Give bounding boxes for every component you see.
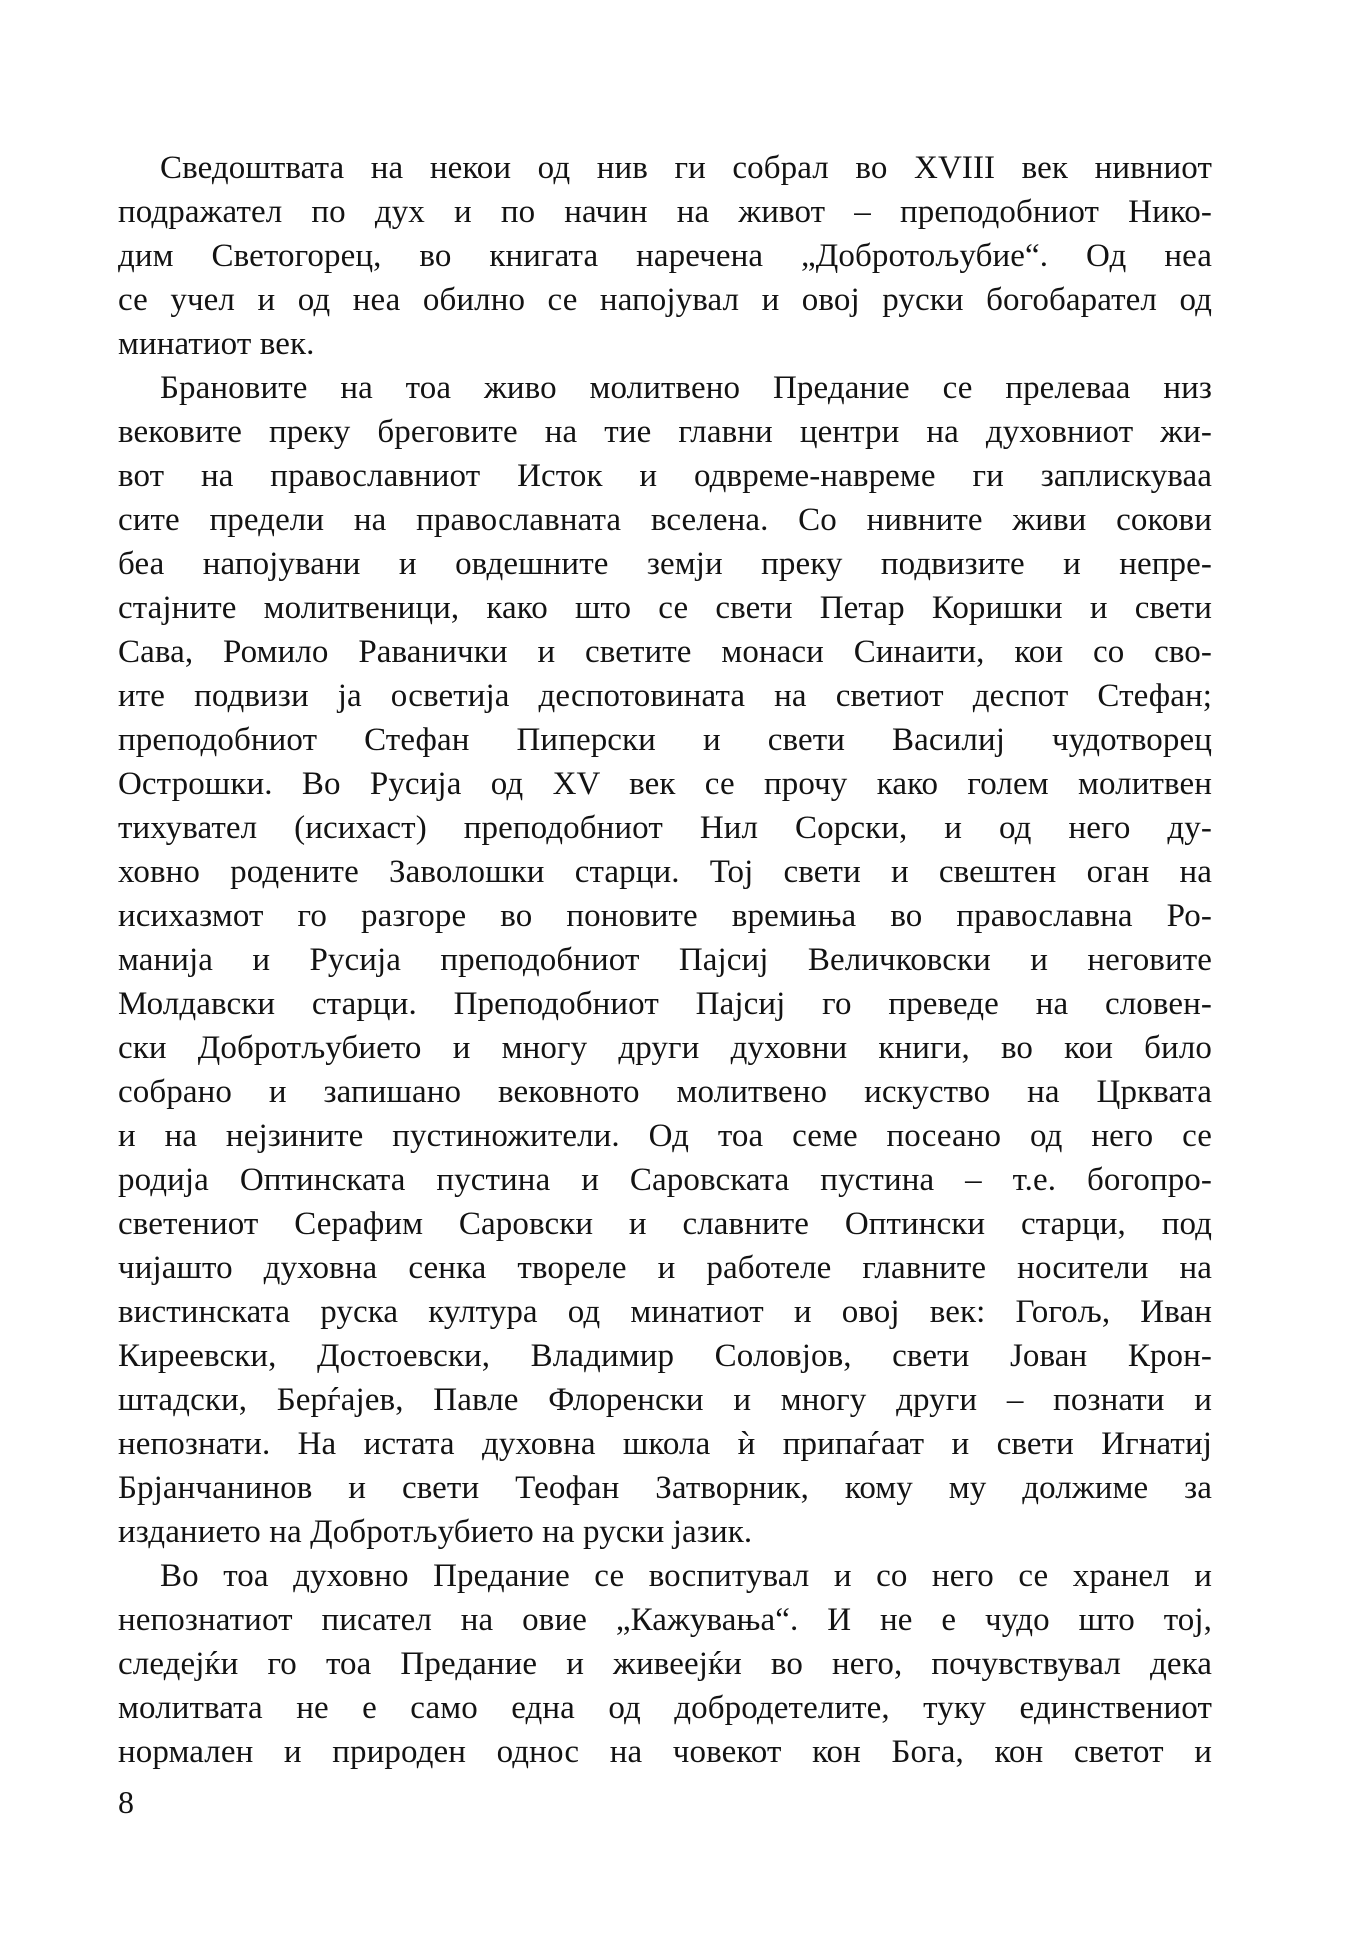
text-line: непознатиот писател на овие „Кажувања“. И не е чудо што тој, bbox=[118, 1602, 1212, 1638]
text-line: минатиот век. bbox=[118, 326, 315, 362]
text-line: Во тоа духовно Предание се воспитувал и со него се хранел и bbox=[160, 1558, 1212, 1594]
text-line: чијашто духовна сенка твореле и работеле главните носители на bbox=[118, 1250, 1212, 1286]
text-line: преподобниот Стефан Пиперски и свети Василиј чудотворец bbox=[118, 722, 1212, 758]
text-line: ски Добротљубието и многу други духовни книги, во кои било bbox=[118, 1030, 1212, 1066]
text-line: вековите преку бреговите на тие главни центри на духовниот жи- bbox=[118, 414, 1212, 450]
text-line: Брјанчанинов и свети Теофан Затворник, кому му должиме за bbox=[118, 1470, 1212, 1506]
text-line: нормален и природен однос на човекот кон Бога, кон светот и bbox=[118, 1734, 1212, 1770]
paragraph bbox=[118, 366, 1212, 1554]
text-line: исихазмот го разгоре во поновите времиња во православна Ро- bbox=[118, 898, 1212, 934]
text-line: штадски, Берѓајев, Павле Флоренски и многу други – познати и bbox=[118, 1382, 1212, 1418]
text-line: тихувател (исихаст) преподобниот Нил Сорски, и од него ду- bbox=[118, 810, 1212, 846]
text-line: светениот Серафим Саровски и славните Оптински старци, под bbox=[118, 1206, 1212, 1242]
text-line: Острошки. Во Русија од XV век се прочу како голем молитвен bbox=[118, 766, 1212, 802]
text-line: родија Оптинската пустина и Саровската пустина – т.е. богопро- bbox=[118, 1162, 1212, 1198]
text-line: вистинската руска култура од минатиот и овој век: Гогољ, Иван bbox=[118, 1294, 1212, 1330]
text-line: вот на православниот Исток и одвреме-навреме ги заплискуваа bbox=[118, 458, 1212, 494]
paragraph bbox=[118, 146, 1212, 366]
page-number: 8 bbox=[118, 1784, 134, 1820]
text-line: Сава, Ромило Раванички и светите монаси Синаити, кои со сво- bbox=[118, 634, 1212, 670]
text-line: беа напојувани и овдешните земји преку подвизите и непре- bbox=[118, 546, 1212, 582]
text-line: стајните молитвеници, како што се свети Петар Коришки и свети bbox=[118, 590, 1212, 626]
text-line: непознати. На истата духовна школа ѝ припаѓаат и свети Игнатиј bbox=[118, 1426, 1212, 1462]
text-line: манија и Русија преподобниот Пајсиј Величковски и неговите bbox=[118, 942, 1212, 978]
text-line: и на нејзините пустиножители. Од тоа семе посеано од него се bbox=[118, 1118, 1212, 1154]
text-line: Молдавски старци. Преподобниот Пајсиј го преведе на словен- bbox=[118, 986, 1212, 1022]
text-line: Киреевски, Достоевски, Владимир Соловјов, свети Јован Крон- bbox=[118, 1338, 1212, 1374]
text-line: сите предели на православната вселена. Со нивните живи сокови bbox=[118, 502, 1212, 538]
text-line: изданието на Добротљубието на руски јазик. bbox=[118, 1514, 753, 1550]
text-line: дим Светогорец, во книгата наречена „Добротољубие“. Од неа bbox=[118, 238, 1212, 274]
text-line: подражател по дух и по начин на живот – преподобниот Нико- bbox=[118, 194, 1212, 230]
text-line: молитвата не е само една од добродетелите, туку единствениот bbox=[118, 1690, 1212, 1726]
text-line: следејќи го тоа Предание и живеејќи во него, почувствувал дека bbox=[118, 1646, 1212, 1682]
text-line: ите подвизи ја осветија деспотовината на светиот деспот Стефан; bbox=[118, 678, 1212, 714]
text-line: собрано и запишано вековното молитвено искуство на Црквата bbox=[118, 1074, 1212, 1110]
text-line: Брановите на тоа живо молитвено Предание се прелеваа низ bbox=[160, 370, 1212, 406]
paragraph bbox=[118, 1554, 1212, 1774]
page-text bbox=[118, 146, 1212, 1774]
text-line: се учел и од неа обилно се напојувал и овој руски богобарател од bbox=[118, 282, 1212, 318]
text-line: Сведоштвата на некои од нив ги собрал во XVIII век нивниот bbox=[160, 150, 1212, 186]
text-line: ховно родените Заволошки старци. Тој свети и свештен оган на bbox=[118, 854, 1212, 890]
